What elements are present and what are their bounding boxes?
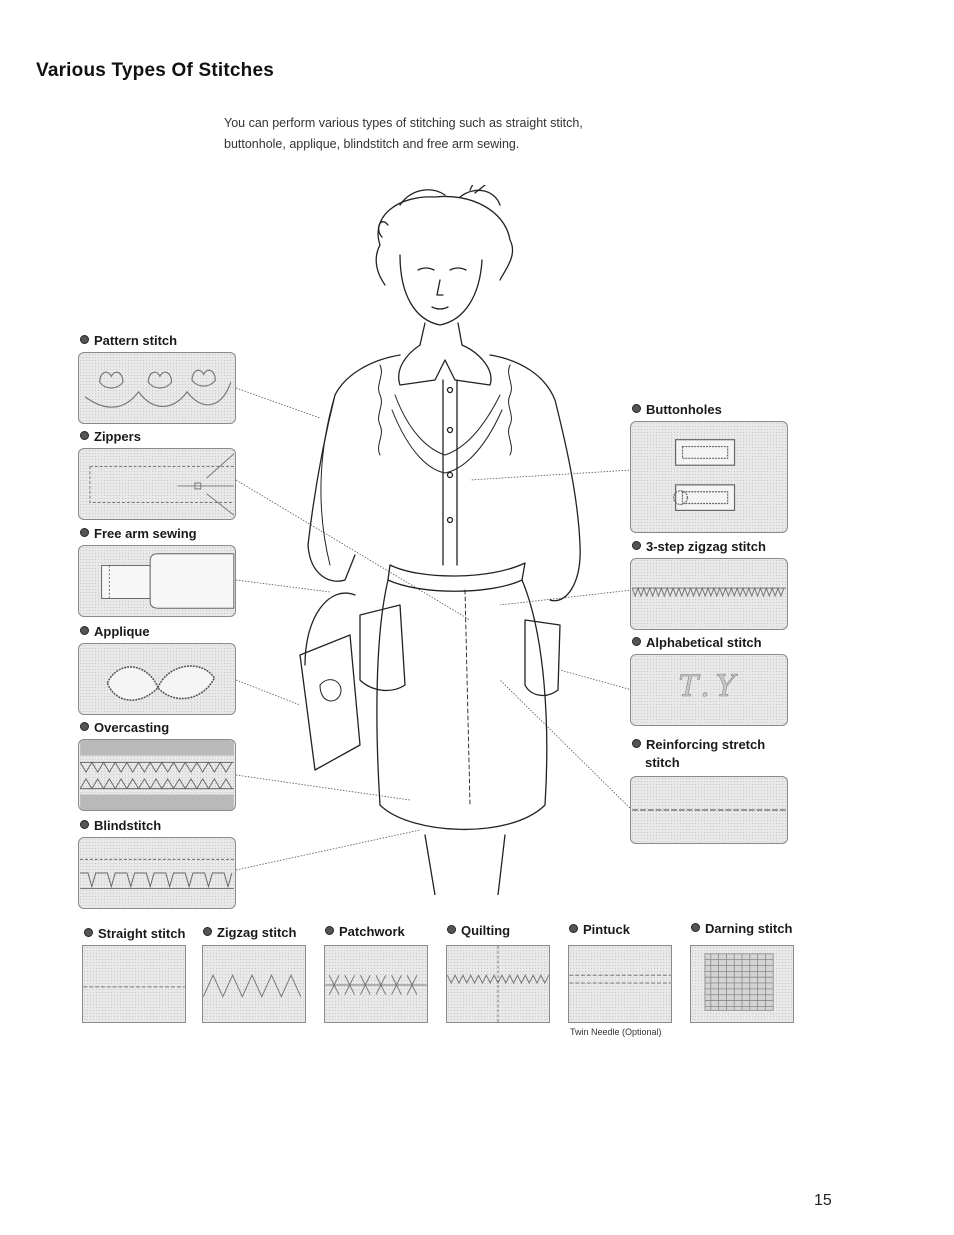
tricot-zigzag-icon — [631, 559, 787, 629]
label-pintuck: Pintuck — [569, 921, 630, 939]
label-darning-stitch: Darning stitch — [691, 920, 792, 938]
swatch-reinforcing-stretch — [630, 776, 788, 844]
label-zippers: Zippers — [80, 428, 141, 446]
swatch-alphabetical-stitch — [630, 654, 788, 726]
swatch-3-step-zigzag — [630, 558, 788, 630]
feather-stitch-icon — [325, 946, 427, 1022]
label-straight-stitch: Straight stitch — [84, 925, 185, 943]
swatch-zigzag-stitch — [202, 945, 306, 1023]
twin-needle-pintuck-icon — [569, 946, 671, 1022]
label-reinforcing-stretch-stitch: Reinforcing stretch stitch — [632, 736, 765, 772]
leaf-applique-icon — [79, 644, 235, 714]
label-zigzag-stitch: Zigzag stitch — [203, 924, 296, 942]
triple-straight-stitch-icon — [631, 777, 787, 843]
swatch-patchwork — [324, 945, 428, 1023]
label-applique: Applique — [80, 623, 150, 641]
woman-fashion-illustration — [260, 185, 620, 895]
page-number: 15 — [814, 1192, 832, 1209]
monogram-sample: T.Y — [678, 669, 742, 704]
swatch-darning-stitch — [690, 945, 794, 1023]
swatch-blindstitch — [78, 837, 236, 909]
blind-hem-stitch-icon — [79, 838, 235, 908]
swatch-quilting — [446, 945, 550, 1023]
label-blindstitch: Blindstitch — [80, 817, 161, 835]
page-title: Various Types Of Stitches — [36, 60, 275, 81]
zipper-icon — [79, 449, 235, 519]
swatch-buttonholes — [630, 421, 788, 533]
swatch-pattern-stitch — [78, 352, 236, 424]
overcast-stitch-icon — [79, 740, 235, 810]
label-quilting: Quilting — [447, 922, 510, 940]
buttonhole-icon — [631, 422, 787, 532]
swatch-pintuck — [568, 945, 672, 1023]
quilting-stitch-icon — [447, 946, 549, 1022]
label-pattern-stitch: Pattern stitch — [80, 332, 177, 350]
zigzag-stitch-icon — [203, 946, 305, 1022]
label-alphabetical-stitch: Alphabetical stitch — [632, 634, 762, 652]
swatch-free-arm-sewing — [78, 545, 236, 617]
straight-stitch-icon — [83, 946, 185, 1022]
label-free-arm-sewing: Free arm sewing — [80, 525, 197, 543]
tulip-pattern-icon — [79, 353, 235, 423]
label-3-step-zigzag: 3-step zigzag stitch — [632, 538, 766, 556]
label-overcasting: Overcasting — [80, 719, 169, 737]
swatch-applique — [78, 643, 236, 715]
darning-patch-icon — [691, 946, 793, 1022]
label-patchwork: Patchwork — [325, 923, 405, 941]
swatch-overcasting — [78, 739, 236, 811]
intro-paragraph: You can perform various types of stitching such as straight stitch, buttonhole, applique, blindstitch and free arm sewing. — [224, 116, 583, 151]
sleeve-cuff-icon — [79, 546, 235, 616]
twin-needle-note: Twin Needle (Optional) — [570, 1027, 662, 1037]
swatch-straight-stitch — [82, 945, 186, 1023]
swatch-zippers — [78, 448, 236, 520]
label-buttonholes: Buttonholes — [632, 401, 722, 419]
